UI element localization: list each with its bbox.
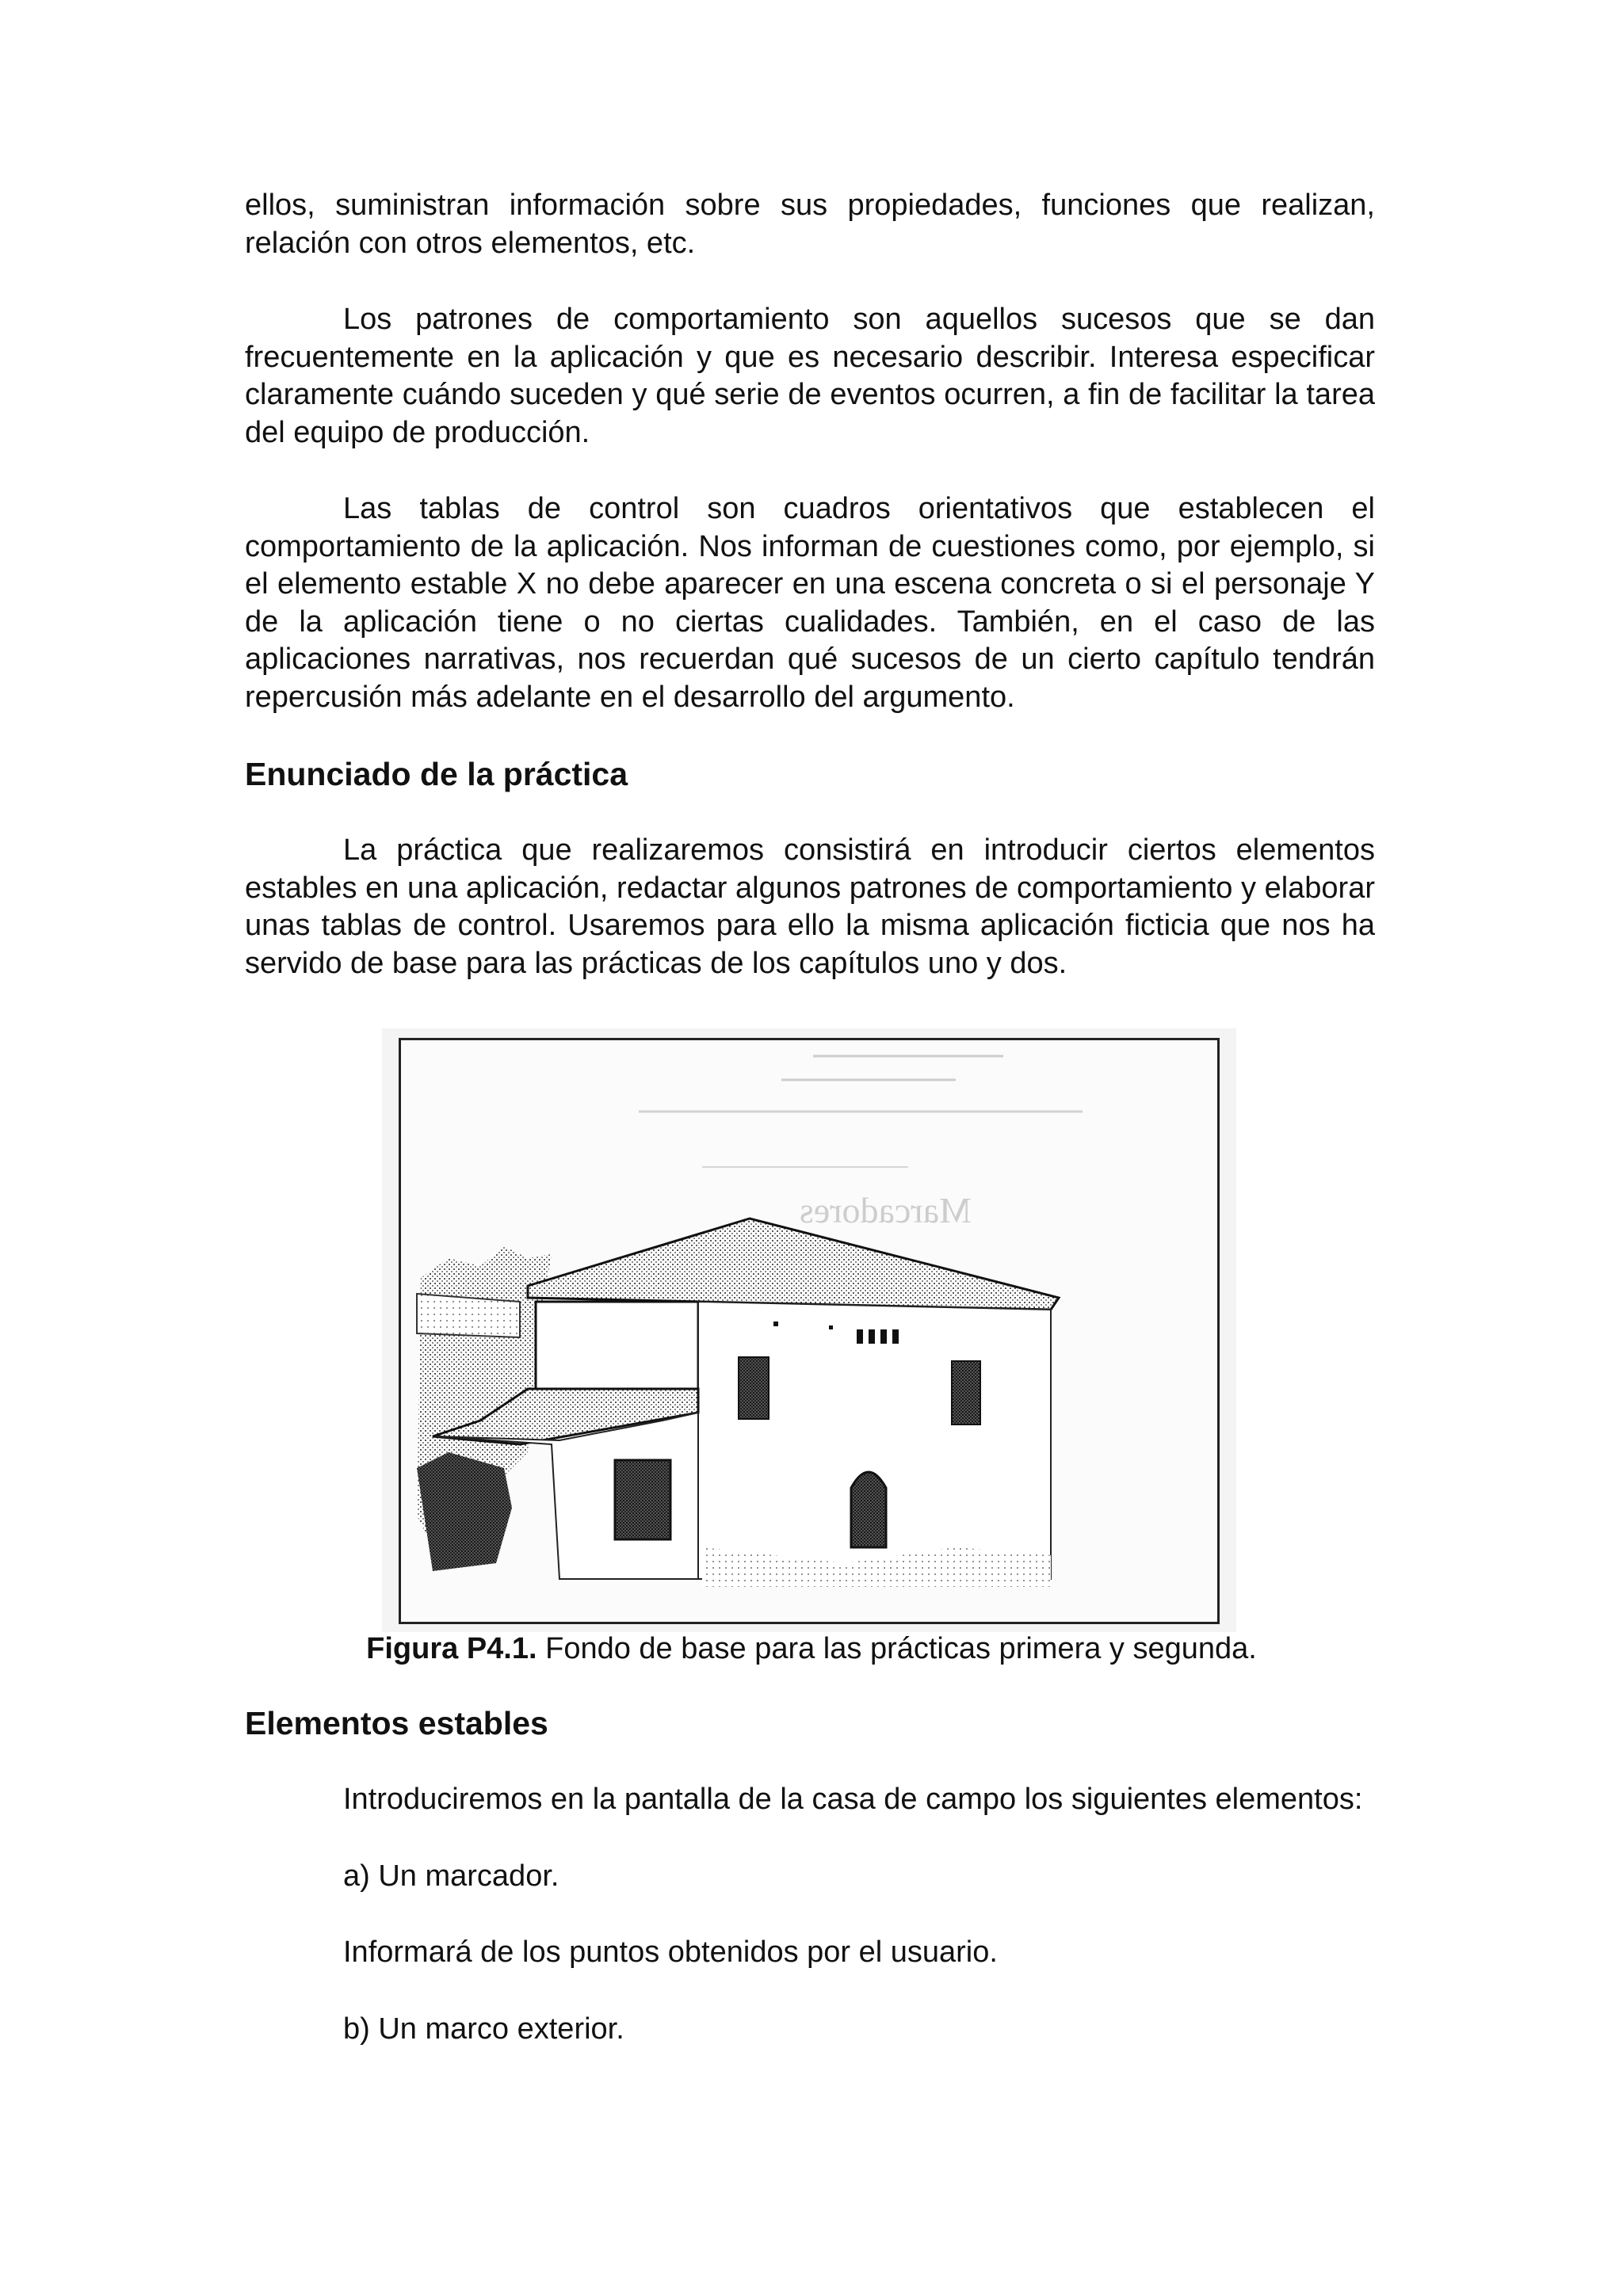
farmhouse-illustration <box>401 1040 1217 1622</box>
paragraph-tablas-control: Las tablas de control son cuadros orientativos que establecen el comportamiento de la aplicación. Nos informan de cuestiones como, por ejemplo, si el elemento estable X no debe aparecer en una escena concreta o si el personaje Y de la aplicación tiene o no ciertas cualidades. También, en el caso de las aplicaciones narrativas, nos recuerdan qué sucesos de un cierto capítulo tendrán repercusión más adelante en el desarrollo del argumento. <box>245 492 1375 714</box>
figure-frame <box>399 1038 1220 1624</box>
page-content-top <box>245 187 1375 982</box>
section-heading-enunciado: Enunciado de la práctica <box>245 756 628 792</box>
figure-caption-text: Fondo de base para las prácticas primera y segunda. <box>545 1632 1257 1665</box>
figure-image <box>382 1028 1236 1632</box>
paragraph-elementos: Introduciremos en la pantalla de la casa de campo los siguientes elementos: <box>343 1783 1363 1816</box>
list-item-a-description: Informará de los puntos obtenidos por el usuario. <box>343 1936 998 1969</box>
faded-marcadores-text: Marcadores <box>799 1190 972 1230</box>
page-content-bottom <box>245 1703 1375 2048</box>
list-item-a: a) Un marcador. <box>343 1859 559 1893</box>
figure-label: Figura P4.1. <box>366 1632 537 1665</box>
list-item-b: b) Un marco exterior. <box>343 2012 624 2046</box>
figure-caption <box>0 1630 1623 1668</box>
section-heading-elementos-estables: Elementos estables <box>245 1705 548 1741</box>
paragraph-continuation: ellos, suministran información sobre sus propiedades, funciones que realizan, relación con otros elementos, etc. <box>245 189 1375 260</box>
paragraph-patrones: Los patrones de comportamiento son aquellos sucesos que se dan frecuentemente en la aplicación y que es necesario describir. Interesa especificar claramente cuándo suceden y qué serie de eventos ocurren, a fin de facilitar la tarea del equipo de producción. <box>245 303 1375 449</box>
paragraph-enunciado: La práctica que realizaremos consistirá en introducir ciertos elementos estables en una aplicación, redactar algunos patrones de comportamiento y elaborar unas tablas de control. Usaremos para ello la misma aplicación ficticia que nos ha servido de base para las prácticas de los capítulos uno y dos. <box>245 833 1375 980</box>
